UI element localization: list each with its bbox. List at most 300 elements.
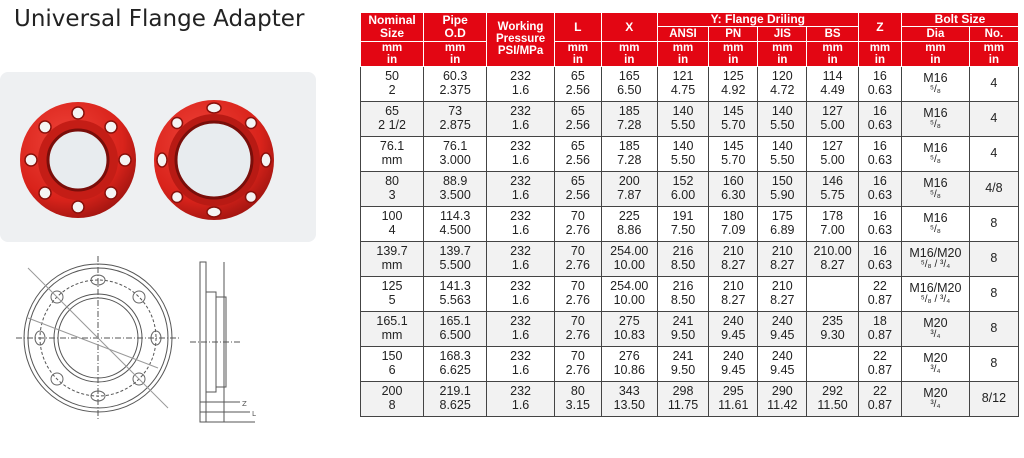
cell-jis-in: 9.45 bbox=[770, 362, 795, 377]
technical-drawing bbox=[10, 252, 310, 427]
cell-wp bbox=[487, 101, 555, 136]
cell-pn-in: 7.09 bbox=[721, 222, 746, 237]
cell-wp-mm: 232 bbox=[510, 349, 531, 364]
cell-z-mm: 16 bbox=[872, 244, 887, 259]
header-no: No. bbox=[969, 26, 1018, 41]
cell-pn-in: 4.92 bbox=[721, 82, 746, 97]
cell-jis bbox=[758, 171, 807, 206]
cell-ansi-in: 9.50 bbox=[670, 327, 696, 342]
cell-ansi bbox=[657, 346, 708, 381]
cell-bs bbox=[807, 66, 858, 101]
cell-od-in: 6.500 bbox=[439, 327, 471, 342]
cell-od bbox=[424, 101, 487, 136]
cell-x bbox=[601, 381, 657, 416]
cell-ansi-mm: 152 bbox=[672, 174, 694, 189]
cell-dia-mm: M20 bbox=[923, 350, 948, 365]
cell-od-mm: 76.1 bbox=[442, 139, 468, 154]
cell-l-mm: 70 bbox=[570, 244, 585, 259]
cell-jis bbox=[758, 241, 807, 276]
cell-wp-mm: 232 bbox=[510, 314, 531, 329]
cell-dia-mm: M16/M20 bbox=[909, 280, 962, 295]
cell-dia bbox=[902, 206, 970, 241]
cell-ansi-in: 6.00 bbox=[670, 187, 696, 202]
cell-ansi-mm: 241 bbox=[672, 314, 694, 329]
cell-dia bbox=[902, 66, 970, 101]
header-pipe-od: Pipe O.D bbox=[424, 13, 487, 42]
cell-bs bbox=[807, 171, 858, 206]
cell-jis-mm: 175 bbox=[771, 209, 793, 224]
cell-bs-in: 7.00 bbox=[820, 222, 845, 237]
cell-ansi bbox=[657, 311, 708, 346]
header-nominal-size: Nominal Size bbox=[361, 13, 424, 42]
cell-pn-mm: 240 bbox=[722, 314, 744, 329]
cell-od-mm: 60.3 bbox=[442, 69, 468, 84]
cell-jis-mm: 140 bbox=[771, 139, 793, 154]
cell-jis bbox=[758, 276, 807, 311]
cell-dia-in: ³/₄ bbox=[930, 329, 941, 341]
cell-wp bbox=[487, 311, 555, 346]
cell-od-mm: 114.3 bbox=[439, 209, 471, 224]
cell-x bbox=[601, 101, 657, 136]
cell-od bbox=[424, 206, 487, 241]
unit-nominal-size: mm in bbox=[361, 41, 424, 66]
cell-wp-in: 1.6 bbox=[511, 292, 530, 307]
header-x: X bbox=[601, 13, 657, 42]
cell-pn bbox=[709, 346, 758, 381]
cell-l-mm: 80 bbox=[570, 384, 585, 399]
cell-x-mm: 343 bbox=[618, 384, 640, 399]
cell-pn-mm: 295 bbox=[722, 384, 744, 399]
cell-x-mm: 165 bbox=[618, 69, 640, 84]
cell-jis-mm: 120 bbox=[771, 69, 793, 84]
cell-dia-mm: M16/M20 bbox=[909, 245, 962, 260]
cell-x bbox=[601, 66, 657, 101]
cell-x bbox=[601, 276, 657, 311]
cell-od-in: 6.625 bbox=[439, 362, 471, 377]
cell-bs-mm: 210.00 bbox=[813, 244, 852, 259]
cell-l-in: 2.56 bbox=[565, 82, 590, 97]
header-row-units bbox=[361, 41, 1019, 66]
cell-jis-mm: 290 bbox=[771, 384, 793, 399]
cell-no: 4 bbox=[969, 66, 1018, 101]
cell-ansi-in: 7.50 bbox=[670, 222, 696, 237]
cell-z-mm: 18 bbox=[872, 314, 887, 329]
cell-x bbox=[601, 241, 657, 276]
cell-z-mm: 16 bbox=[872, 139, 887, 154]
cell-od-in: 3.500 bbox=[439, 187, 471, 202]
cell-size-in: mm bbox=[381, 152, 403, 167]
cell-wp-mm: 232 bbox=[510, 209, 531, 224]
cell-pn bbox=[709, 276, 758, 311]
cell-l-mm: 65 bbox=[570, 104, 585, 119]
cell-z-mm: 16 bbox=[872, 209, 887, 224]
cell-bs-mm: 146 bbox=[822, 174, 843, 189]
cell-wp-mm: 232 bbox=[510, 69, 531, 84]
cell-l-in: 3.15 bbox=[565, 397, 590, 412]
cell-ansi-mm: 121 bbox=[672, 69, 694, 84]
cell-z bbox=[858, 241, 901, 276]
cell-z-in: 0.63 bbox=[867, 117, 893, 132]
cell-dia-mm: M20 bbox=[923, 315, 948, 330]
table-row bbox=[361, 381, 1019, 416]
cell-od-mm: 219.1 bbox=[439, 384, 471, 399]
cell-wp bbox=[487, 346, 555, 381]
header-l: L bbox=[554, 13, 601, 42]
cell-wp-in: 1.6 bbox=[511, 397, 530, 412]
cell-size-in: 4 bbox=[388, 222, 396, 237]
cell-z bbox=[858, 276, 901, 311]
cell-size-in: 2 bbox=[388, 82, 396, 97]
cell-z-mm: 22 bbox=[872, 384, 887, 399]
cell-l bbox=[554, 241, 601, 276]
cell-od bbox=[424, 381, 487, 416]
cell-l-mm: 70 bbox=[570, 279, 585, 294]
cell-bs-in: 5.00 bbox=[820, 117, 845, 132]
cell-size bbox=[361, 241, 424, 276]
cell-ansi-in: 5.50 bbox=[670, 152, 696, 167]
cell-x-in: 7.28 bbox=[617, 117, 642, 132]
cell-dia bbox=[902, 311, 970, 346]
cell-ansi-mm: 216 bbox=[672, 244, 694, 259]
cell-z bbox=[858, 136, 901, 171]
table-row bbox=[361, 311, 1019, 346]
cell-jis bbox=[758, 346, 807, 381]
cell-x-in: 6.50 bbox=[617, 82, 642, 97]
cell-size bbox=[361, 346, 424, 381]
cell-ansi-in: 4.75 bbox=[670, 82, 696, 97]
cell-od-in: 2.875 bbox=[439, 117, 471, 132]
table-row bbox=[361, 346, 1019, 381]
cell-pn-mm: 210 bbox=[722, 244, 744, 259]
cell-wp-mm: 232 bbox=[510, 244, 531, 259]
cell-ansi bbox=[657, 136, 708, 171]
cell-l bbox=[554, 136, 601, 171]
cell-x-mm: 254.00 bbox=[610, 279, 649, 294]
cell-x-in: 13.50 bbox=[613, 397, 645, 412]
cell-bs bbox=[807, 346, 858, 381]
cell-pn-in: 9.45 bbox=[721, 327, 746, 342]
cell-wp bbox=[487, 276, 555, 311]
cell-jis-in: 5.90 bbox=[770, 187, 795, 202]
specification-table bbox=[360, 12, 1019, 417]
cell-l-mm: 70 bbox=[570, 209, 585, 224]
cell-wp bbox=[487, 171, 555, 206]
cell-wp bbox=[487, 241, 555, 276]
cell-z-in: 0.63 bbox=[867, 257, 893, 272]
cell-ansi bbox=[657, 171, 708, 206]
cell-ansi-mm: 216 bbox=[672, 279, 694, 294]
cell-l-mm: 70 bbox=[570, 314, 585, 329]
cell-x-in: 10.00 bbox=[613, 292, 645, 307]
cell-dia-in: ⁵/₈ bbox=[929, 224, 941, 236]
cell-bs-in: 8.27 bbox=[820, 257, 845, 272]
cell-x-in: 10.00 bbox=[613, 257, 645, 272]
cell-z-in: 0.63 bbox=[867, 152, 893, 167]
cell-ansi-in: 11.75 bbox=[667, 397, 699, 412]
cell-jis-in: 9.45 bbox=[770, 327, 795, 342]
cell-jis-in: 8.27 bbox=[770, 257, 795, 272]
cell-z-in: 0.87 bbox=[867, 397, 893, 412]
cell-l bbox=[554, 101, 601, 136]
cell-size-mm: 100 bbox=[381, 209, 403, 224]
cell-ansi-in: 8.50 bbox=[670, 257, 696, 272]
cell-bs bbox=[807, 381, 858, 416]
cell-size-in: mm bbox=[381, 257, 403, 272]
flange-technical-drawing-image bbox=[10, 252, 310, 427]
svg-text:Z: Z bbox=[242, 400, 247, 408]
header-bolt-size-group: Bolt Size bbox=[902, 13, 1019, 27]
cell-pn-in: 11.61 bbox=[718, 397, 749, 412]
table-row bbox=[361, 206, 1019, 241]
cell-z-in: 0.87 bbox=[867, 362, 893, 377]
unit-dia: mm in bbox=[902, 41, 970, 66]
cell-size bbox=[361, 66, 424, 101]
header-flange-drilling-group: Y: Flange Driling bbox=[657, 13, 858, 27]
specification-table-body bbox=[361, 66, 1019, 416]
cell-z-mm: 16 bbox=[872, 104, 887, 119]
unit-l: mm in bbox=[554, 41, 601, 66]
cell-jis-in: 11.42 bbox=[767, 397, 798, 412]
cell-jis-mm: 240 bbox=[771, 349, 793, 364]
header-z: Z bbox=[858, 13, 901, 42]
product-photo-panel bbox=[0, 72, 316, 242]
cell-bs bbox=[807, 311, 858, 346]
cell-pn-in: 5.70 bbox=[721, 117, 746, 132]
cell-l-in: 2.76 bbox=[565, 327, 590, 342]
cell-no: 4 bbox=[969, 136, 1018, 171]
cell-z bbox=[858, 206, 901, 241]
cell-od-mm: 165.1 bbox=[439, 314, 471, 329]
cell-pn-mm: 180 bbox=[722, 209, 744, 224]
cell-z bbox=[858, 101, 901, 136]
cell-no: 8 bbox=[969, 206, 1018, 241]
cell-l-in: 2.56 bbox=[565, 187, 590, 202]
cell-dia bbox=[902, 241, 970, 276]
cell-wp-in: 1.6 bbox=[511, 152, 530, 167]
table-row bbox=[361, 136, 1019, 171]
cell-jis bbox=[758, 206, 807, 241]
cell-x-mm: 276 bbox=[618, 349, 640, 364]
cell-wp bbox=[487, 66, 555, 101]
cell-bs-mm: 292 bbox=[822, 384, 843, 399]
cell-bs bbox=[807, 101, 858, 136]
cell-pn-mm: 145 bbox=[722, 139, 744, 154]
cell-z-mm: 22 bbox=[872, 279, 887, 294]
header-ansi: ANSI bbox=[657, 26, 708, 41]
cell-dia-in: ⁵/₈ bbox=[929, 119, 941, 131]
cell-jis-mm: 210 bbox=[771, 244, 793, 259]
cell-od-in: 8.625 bbox=[439, 397, 471, 412]
cell-ansi bbox=[657, 381, 708, 416]
cell-dia-mm: M20 bbox=[923, 385, 948, 400]
cell-ansi bbox=[657, 276, 708, 311]
cell-dia bbox=[902, 171, 970, 206]
cell-size bbox=[361, 276, 424, 311]
cell-od bbox=[424, 241, 487, 276]
cell-od-mm: 88.9 bbox=[442, 174, 468, 189]
cell-pn bbox=[709, 101, 758, 136]
cell-od bbox=[424, 276, 487, 311]
unit-pn: mm in bbox=[709, 41, 758, 66]
cell-no: 4 bbox=[969, 101, 1018, 136]
cell-jis-mm: 150 bbox=[771, 174, 793, 189]
cell-l-mm: 65 bbox=[570, 174, 585, 189]
unit-pipe-od: mm in bbox=[424, 41, 487, 66]
cell-wp-mm: 232 bbox=[510, 104, 531, 119]
cell-size-mm: 200 bbox=[381, 384, 403, 399]
cell-dia-in: ⁵/₈ bbox=[929, 154, 941, 166]
table-row bbox=[361, 66, 1019, 101]
cell-wp-mm: 232 bbox=[510, 139, 531, 154]
cell-jis-in: 4.72 bbox=[770, 82, 795, 97]
cell-x-mm: 225 bbox=[618, 209, 640, 224]
cell-bs-in: 4.49 bbox=[820, 82, 845, 97]
cell-od bbox=[424, 66, 487, 101]
header-row-top bbox=[361, 13, 1019, 27]
cell-ansi-mm: 140 bbox=[672, 139, 694, 154]
cell-wp-in: 1.6 bbox=[511, 117, 530, 132]
cell-size-mm: 125 bbox=[381, 279, 403, 294]
cell-l bbox=[554, 171, 601, 206]
cell-l-in: 2.76 bbox=[565, 257, 590, 272]
cell-size-in: 8 bbox=[388, 397, 396, 412]
cell-x-mm: 275 bbox=[618, 314, 640, 329]
cell-ansi-in: 8.50 bbox=[670, 292, 696, 307]
cell-pn-in: 5.70 bbox=[721, 152, 746, 167]
cell-wp-in: 1.6 bbox=[511, 222, 530, 237]
cell-dia-mm: M16 bbox=[923, 140, 948, 155]
cell-wp-mm: 232 bbox=[510, 279, 531, 294]
cell-size-mm: 150 bbox=[381, 349, 403, 364]
cell-wp bbox=[487, 206, 555, 241]
cell-pn-mm: 125 bbox=[722, 69, 744, 84]
cell-z-in: 0.63 bbox=[867, 222, 893, 237]
cell-l-mm: 70 bbox=[570, 349, 585, 364]
cell-pn bbox=[709, 381, 758, 416]
cell-wp-in: 1.6 bbox=[511, 257, 530, 272]
cell-x-mm: 254.00 bbox=[610, 244, 649, 259]
cell-jis bbox=[758, 66, 807, 101]
cell-z-in: 0.87 bbox=[867, 292, 893, 307]
cell-x-mm: 185 bbox=[618, 139, 640, 154]
cell-ansi-in: 9.50 bbox=[670, 362, 696, 377]
cell-wp-mm: 232 bbox=[510, 174, 531, 189]
cell-jis bbox=[758, 311, 807, 346]
cell-wp bbox=[487, 381, 555, 416]
cell-x-mm: 200 bbox=[618, 174, 640, 189]
cell-dia-in: ⁵/₈ / ³/₄ bbox=[920, 259, 951, 271]
unit-jis: mm in bbox=[758, 41, 807, 66]
cell-size-mm: 50 bbox=[385, 69, 399, 84]
cell-size bbox=[361, 101, 424, 136]
cell-ansi-mm: 140 bbox=[672, 104, 694, 119]
cell-wp-in: 1.6 bbox=[511, 82, 530, 97]
cell-od-in: 5.500 bbox=[439, 257, 471, 272]
cell-l-in: 2.76 bbox=[565, 362, 590, 377]
cell-dia-in: ³/₄ bbox=[930, 364, 941, 376]
cell-size bbox=[361, 136, 424, 171]
cell-size-in: 2 1/2 bbox=[378, 117, 406, 132]
cell-ansi-mm: 241 bbox=[672, 349, 694, 364]
cell-z-mm: 22 bbox=[872, 349, 887, 364]
cell-pn bbox=[709, 66, 758, 101]
cell-x-mm: 185 bbox=[618, 104, 640, 119]
cell-l-in: 2.56 bbox=[565, 152, 590, 167]
cell-wp bbox=[487, 136, 555, 171]
cell-no: 8 bbox=[969, 241, 1018, 276]
cell-ansi-mm: 191 bbox=[672, 209, 694, 224]
cell-z-in: 0.87 bbox=[867, 327, 893, 342]
cell-z bbox=[858, 311, 901, 346]
cell-ansi bbox=[657, 241, 708, 276]
cell-bs bbox=[807, 206, 858, 241]
cell-jis-mm: 210 bbox=[771, 279, 793, 294]
cell-od-mm: 139.7 bbox=[439, 244, 471, 259]
cell-ansi bbox=[657, 66, 708, 101]
cell-bs-mm: 235 bbox=[822, 314, 843, 329]
cell-dia-in: ⁵/₈ bbox=[929, 84, 941, 96]
cell-bs bbox=[807, 136, 858, 171]
cell-dia bbox=[902, 136, 970, 171]
cell-od bbox=[424, 311, 487, 346]
cell-wp-in: 1.6 bbox=[511, 187, 530, 202]
cell-jis-in: 5.50 bbox=[770, 152, 795, 167]
cell-size bbox=[361, 311, 424, 346]
cell-jis-in: 5.50 bbox=[770, 117, 795, 132]
cell-bs-mm: 178 bbox=[822, 209, 843, 224]
cell-size-mm: 65 bbox=[385, 104, 399, 119]
cell-l bbox=[554, 276, 601, 311]
cell-pn-mm: 240 bbox=[722, 349, 744, 364]
cell-dia bbox=[902, 346, 970, 381]
cell-od-in: 5.563 bbox=[439, 292, 471, 307]
cell-od-in: 3.000 bbox=[439, 152, 471, 167]
page-title: Universal Flange Adapter bbox=[14, 6, 305, 32]
cell-dia-mm: M16 bbox=[923, 210, 948, 225]
cell-dia bbox=[902, 276, 970, 311]
cell-dia-in: ⁵/₈ / ³/₄ bbox=[920, 294, 951, 306]
cell-dia-in: ³/₄ bbox=[930, 399, 941, 411]
cell-z bbox=[858, 346, 901, 381]
cell-jis bbox=[758, 381, 807, 416]
unit-ansi: mm in bbox=[657, 41, 708, 66]
cell-jis-mm: 140 bbox=[771, 104, 793, 119]
cell-l-mm: 65 bbox=[570, 69, 585, 84]
cell-jis-in: 6.89 bbox=[770, 222, 795, 237]
cell-od bbox=[424, 136, 487, 171]
cell-wp-in: 1.6 bbox=[511, 362, 530, 377]
cell-no: 8 bbox=[969, 276, 1018, 311]
cell-bs-in: 9.30 bbox=[820, 327, 845, 342]
cell-size-mm: 76.1 bbox=[379, 139, 405, 154]
cell-no: 8/12 bbox=[969, 381, 1018, 416]
cell-wp-mm: 232 bbox=[510, 384, 531, 399]
cell-pn bbox=[709, 136, 758, 171]
cell-z bbox=[858, 381, 901, 416]
table-row bbox=[361, 241, 1019, 276]
cell-size bbox=[361, 171, 424, 206]
cell-x bbox=[601, 171, 657, 206]
cell-z bbox=[858, 171, 901, 206]
cell-size-in: 5 bbox=[388, 292, 396, 307]
cell-od-mm: 168.3 bbox=[439, 349, 471, 364]
cell-pn bbox=[709, 241, 758, 276]
header-bs: BS bbox=[807, 26, 858, 41]
cell-size-mm: 165.1 bbox=[376, 314, 408, 329]
cell-pn-mm: 210 bbox=[722, 279, 744, 294]
cell-bs bbox=[807, 241, 858, 276]
cell-x-in: 7.28 bbox=[617, 152, 642, 167]
